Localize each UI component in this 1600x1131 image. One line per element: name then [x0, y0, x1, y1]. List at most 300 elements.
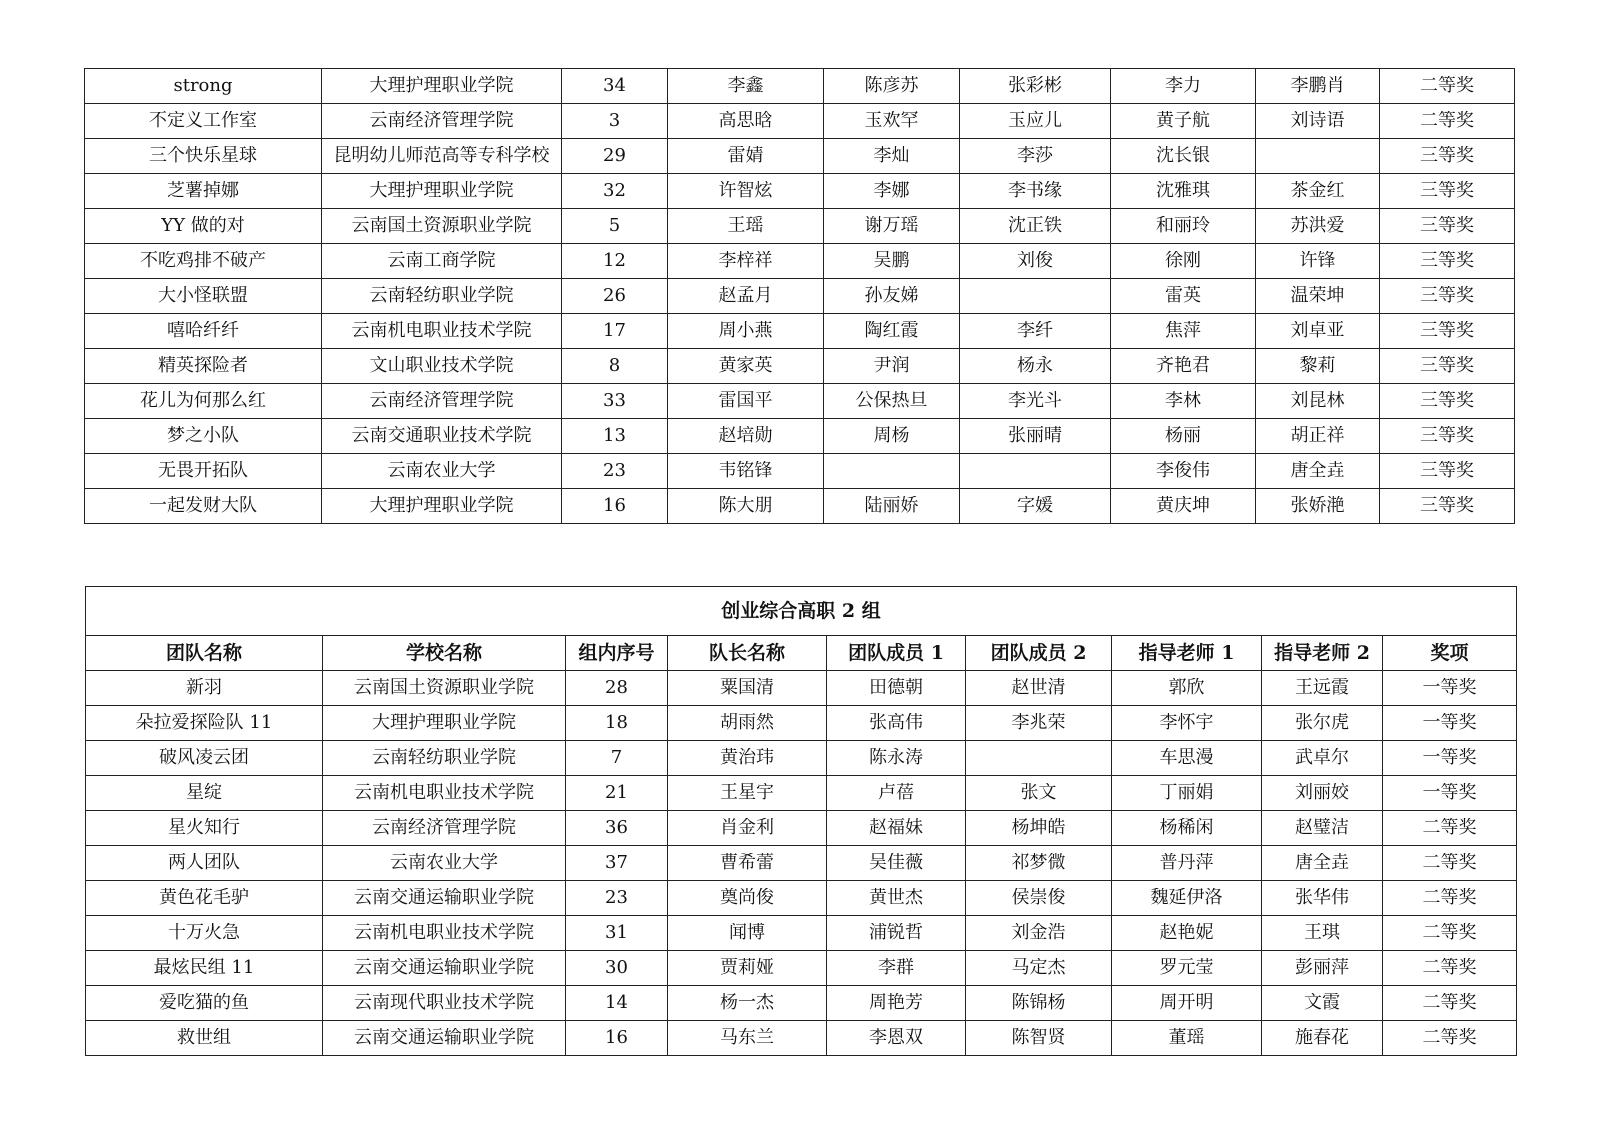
cell-member-1 [827, 706, 966, 741]
cell-team-name [86, 671, 323, 706]
cell-school-name [322, 314, 562, 349]
cell-award [1383, 881, 1517, 916]
cell-text: 23 [605, 888, 628, 908]
cell-group-number [566, 811, 668, 846]
cell-member-2 [960, 314, 1111, 349]
cell-text: 精英探险者 [158, 356, 248, 376]
cell-text: 二等奖 [1422, 923, 1477, 943]
cell-text: 董瑶 [1168, 1028, 1205, 1048]
cell-text: 最炫民组 11 [153, 958, 255, 978]
table-row [86, 811, 1517, 846]
cell-team-name [86, 916, 323, 951]
cell-text: 雷婧 [727, 146, 764, 166]
cell-group-number [566, 846, 668, 881]
cell-group-number [562, 384, 668, 419]
cell-text: 3 [608, 111, 621, 131]
cell-member-1 [824, 209, 960, 244]
cell-text: 赵艳妮 [1159, 923, 1214, 943]
cell-team-name [86, 881, 323, 916]
cell-text: 云南现代职业技术学院 [354, 993, 534, 1013]
cell-captain [668, 881, 827, 916]
cell-advisor-2 [1262, 671, 1383, 706]
cell-text: 和丽玲 [1156, 216, 1210, 236]
cell-award [1380, 244, 1515, 279]
cell-text: 28 [605, 678, 628, 698]
cell-advisor-2 [1256, 314, 1380, 349]
cell-text: 雷英 [1165, 286, 1201, 306]
cell-text: 二等奖 [1422, 888, 1477, 908]
cell-text: 周小燕 [718, 321, 773, 341]
cell-captain [668, 454, 824, 489]
cell-text: 李娜 [873, 181, 910, 201]
cell-captain [668, 776, 827, 811]
cell-team-name [86, 986, 323, 1021]
cell-advisor-2 [1262, 881, 1383, 916]
cell-text: 玉欢罕 [864, 111, 919, 131]
cell-text: 云南轻纺职业学院 [369, 286, 514, 306]
cell-team-name [85, 139, 322, 174]
table-row [86, 706, 1517, 741]
cell-award [1380, 279, 1515, 314]
header-member-1: 团队成员 1 [827, 636, 966, 671]
cell-text: strong [173, 76, 233, 96]
cell-text [824, 461, 959, 481]
cell-school-name [323, 741, 566, 776]
cell-text: 奠尚俊 [720, 888, 774, 908]
cell-advisor-2 [1262, 811, 1383, 846]
table-row [85, 314, 1515, 349]
cell-captain [668, 69, 824, 104]
cell-advisor-2 [1262, 1021, 1383, 1056]
cell-team-name [85, 209, 322, 244]
cell-text: 21 [605, 783, 628, 803]
cell-award [1380, 454, 1515, 489]
cell-text: 二等奖 [1422, 853, 1477, 873]
cell-school-name [323, 846, 566, 881]
cell-text: 两人团队 [168, 853, 240, 873]
cell-captain [668, 916, 827, 951]
cell-text: 梦之小队 [167, 426, 239, 446]
cell-award [1383, 776, 1517, 811]
cell-school-name [322, 419, 562, 454]
cell-text: 云南国土资源职业学院 [354, 678, 534, 698]
cell-text: 大理护理职业学院 [369, 76, 514, 96]
cell-school-name [323, 916, 566, 951]
cell-captain [668, 986, 827, 1021]
table-body [85, 69, 1515, 524]
cell-advisor-1 [1112, 986, 1262, 1021]
cell-text: 韦铭锋 [718, 461, 773, 481]
cell-text: 26 [603, 286, 626, 306]
cell-text [960, 286, 1110, 306]
cell-school-name [323, 776, 566, 811]
cell-member-2 [966, 951, 1112, 986]
cell-school-name [323, 706, 566, 741]
cell-text: 云南交通运输职业学院 [354, 1028, 534, 1048]
cell-member-1 [827, 1021, 966, 1056]
cell-group-number [566, 986, 668, 1021]
table-row [85, 454, 1515, 489]
cell-text: 5 [608, 216, 621, 236]
cell-advisor-2 [1262, 706, 1383, 741]
table-row [86, 846, 1517, 881]
cell-advisor-1 [1112, 671, 1262, 706]
cell-advisor-1 [1111, 489, 1256, 524]
cell-text: 一等奖 [1422, 748, 1477, 768]
cell-school-name [322, 349, 562, 384]
cell-text: 不吃鸡排不破产 [140, 251, 266, 271]
cell-team-name [86, 951, 323, 986]
cell-text: 李恩双 [869, 1028, 923, 1048]
cell-text: YY 做的对 [161, 216, 245, 236]
cell-text: 赵培勋 [718, 426, 773, 446]
cell-text: 祁梦微 [1011, 853, 1066, 873]
cell-advisor-2 [1262, 986, 1383, 1021]
cell-captain [668, 1021, 827, 1056]
cell-advisor-2 [1256, 279, 1380, 314]
cell-member-2 [966, 846, 1112, 881]
cell-text: 王星宇 [720, 783, 774, 803]
cell-group-number [562, 314, 668, 349]
cell-team-name [85, 244, 322, 279]
cell-advisor-2 [1256, 384, 1380, 419]
cell-text: 芝薯掉娜 [167, 181, 239, 201]
cell-text: 一等奖 [1422, 678, 1477, 698]
cell-school-name [323, 671, 566, 706]
cell-text: 36 [605, 818, 628, 838]
cell-member-2 [960, 209, 1111, 244]
cell-text: 黄治玮 [720, 748, 774, 768]
cell-captain [668, 349, 824, 384]
cell-team-name [86, 776, 323, 811]
cell-captain [668, 846, 827, 881]
cell-advisor-2 [1256, 174, 1380, 209]
cell-group-number [566, 916, 668, 951]
cell-team-name [85, 419, 322, 454]
cell-text: 闻博 [729, 923, 765, 943]
cell-text: 新羽 [186, 678, 222, 698]
cell-text: 李鹏肖 [1290, 76, 1345, 96]
cell-advisor-1 [1112, 846, 1262, 881]
cell-captain [668, 706, 827, 741]
cell-text: 焦萍 [1165, 321, 1201, 341]
cell-text: 13 [603, 426, 626, 446]
cell-member-2 [966, 1021, 1112, 1056]
cell-text: 陶红霞 [864, 321, 919, 341]
cell-text: 三等奖 [1420, 391, 1474, 411]
cell-text: 罗元莹 [1159, 958, 1214, 978]
table-row [86, 741, 1517, 776]
cell-advisor-1 [1112, 741, 1262, 776]
cell-award [1380, 384, 1515, 419]
cell-text: 34 [603, 76, 626, 96]
cell-text: 浦锐哲 [869, 923, 923, 943]
cell-text: 三等奖 [1420, 356, 1474, 376]
cell-text: 卢蓓 [878, 783, 914, 803]
cell-text: 大理护理职业学院 [369, 496, 514, 516]
cell-text: 杨一杰 [720, 993, 774, 1013]
table-row [86, 951, 1517, 986]
cell-text: 17 [603, 321, 626, 341]
cell-text: 赵福妹 [869, 818, 923, 838]
cell-text: 唐全垚 [1295, 853, 1349, 873]
cell-captain [668, 951, 827, 986]
cell-text: 二等奖 [1420, 111, 1474, 131]
table-row [86, 916, 1517, 951]
cell-text: 33 [603, 391, 626, 411]
cell-text: 二等奖 [1422, 1028, 1477, 1048]
cell-text: 云南农业大学 [387, 461, 496, 481]
cell-member-2 [960, 419, 1111, 454]
cell-group-number [566, 741, 668, 776]
cell-text: 29 [603, 146, 626, 166]
cell-award [1383, 1021, 1517, 1056]
cell-text: 张华伟 [1295, 888, 1349, 908]
cell-group-number [566, 776, 668, 811]
cell-text: 救世组 [177, 1028, 231, 1048]
cell-text: 周艳芳 [869, 993, 923, 1013]
cell-text: 徐刚 [1165, 251, 1201, 271]
cell-advisor-2 [1256, 104, 1380, 139]
cell-award [1383, 951, 1517, 986]
table-row [86, 776, 1517, 811]
cell-text: 王远霞 [1295, 678, 1349, 698]
cell-award [1383, 846, 1517, 881]
cell-school-name [322, 104, 562, 139]
cell-school-name [323, 1021, 566, 1056]
cell-school-name [323, 881, 566, 916]
cell-text: 张尔虎 [1295, 713, 1349, 733]
cell-text: 三等奖 [1420, 321, 1474, 341]
table-body [86, 671, 1517, 1056]
cell-text: 文山职业技术学院 [369, 356, 514, 376]
cell-group-number [562, 419, 668, 454]
cell-text: 赵璧洁 [1295, 818, 1349, 838]
cell-advisor-2 [1256, 69, 1380, 104]
cell-text: 18 [605, 713, 628, 733]
cell-award [1383, 706, 1517, 741]
table-row [86, 986, 1517, 1021]
cell-text: 许智炫 [718, 181, 773, 201]
cell-captain [668, 314, 824, 349]
cell-member-1 [827, 881, 966, 916]
cell-member-2 [966, 916, 1112, 951]
cell-group-number [562, 349, 668, 384]
cell-captain [668, 104, 824, 139]
cell-team-name [86, 1021, 323, 1056]
cell-text: 二等奖 [1422, 818, 1477, 838]
cell-captain [668, 671, 827, 706]
cell-text: 李俊伟 [1156, 461, 1210, 481]
cell-text: 杨坤皓 [1011, 818, 1066, 838]
table-title-row [86, 587, 1517, 636]
header-school-name: 学校名称 [323, 636, 566, 671]
cell-team-name [86, 846, 323, 881]
cell-text: 30 [605, 958, 628, 978]
cell-group-number [562, 279, 668, 314]
cell-text: 许锋 [1299, 251, 1336, 271]
cell-text: 赵孟月 [718, 286, 773, 306]
cell-text: 唐全垚 [1290, 461, 1345, 481]
cell-member-2 [960, 104, 1111, 139]
cell-group-number [562, 104, 668, 139]
cell-text: 李光斗 [1008, 391, 1062, 411]
cell-text: 37 [605, 853, 628, 873]
cell-advisor-1 [1112, 916, 1262, 951]
cell-group-number [562, 489, 668, 524]
cell-text: 云南交通运输职业学院 [354, 958, 534, 978]
cell-group-number [562, 244, 668, 279]
cell-text: 星火知行 [168, 818, 240, 838]
cell-text: 王瑶 [727, 216, 764, 236]
cell-member-2 [960, 139, 1111, 174]
cell-advisor-2 [1256, 454, 1380, 489]
cell-advisor-1 [1112, 881, 1262, 916]
cell-text: 大理护理职业学院 [372, 713, 516, 733]
header-member-2: 团队成员 2 [966, 636, 1112, 671]
cell-advisor-1 [1111, 384, 1256, 419]
cell-text: 云南经济管理学院 [369, 111, 514, 131]
cell-award [1383, 741, 1517, 776]
cell-school-name [322, 209, 562, 244]
cell-group-number [566, 951, 668, 986]
cell-text: 李怀宇 [1159, 713, 1214, 733]
cell-team-name [86, 706, 323, 741]
cell-text: 吴鹏 [873, 251, 910, 271]
cell-text: 黄色花毛驴 [159, 888, 249, 908]
cell-text: 茶金红 [1290, 181, 1345, 201]
cell-advisor-1 [1111, 174, 1256, 209]
cell-text: 三等奖 [1420, 496, 1474, 516]
cell-advisor-1 [1111, 349, 1256, 384]
cell-member-1 [824, 139, 960, 174]
cell-text: 李兆荣 [1011, 713, 1066, 733]
cell-text: 31 [605, 923, 628, 943]
cell-text: 14 [605, 993, 628, 1013]
cell-team-name [85, 489, 322, 524]
cell-text: 李书缘 [1008, 181, 1062, 201]
cell-text: 公保热旦 [855, 391, 928, 411]
cell-text: 黄庆坤 [1156, 496, 1210, 516]
cell-team-name [85, 279, 322, 314]
cell-text: 云南工商学院 [387, 251, 496, 271]
cell-text: 赵世清 [1011, 678, 1066, 698]
cell-text: 陈彦苏 [864, 76, 919, 96]
cell-text: 三个快乐星球 [149, 146, 257, 166]
cell-text: 沈正铁 [1008, 216, 1062, 236]
cell-text: 李梓祥 [718, 251, 773, 271]
cell-text: 三等奖 [1420, 146, 1474, 166]
cell-text: 三等奖 [1420, 181, 1474, 201]
cell-text: 刘昆林 [1290, 391, 1345, 411]
cell-team-name [86, 811, 323, 846]
cell-text: 爱吃猫的鱼 [159, 993, 249, 1013]
cell-advisor-2 [1256, 489, 1380, 524]
cell-award [1383, 671, 1517, 706]
cell-text: 十万火急 [168, 923, 240, 943]
cell-text: 三等奖 [1420, 216, 1474, 236]
cell-captain [668, 419, 824, 454]
cell-text: 刘金浩 [1011, 923, 1066, 943]
cell-member-1 [824, 174, 960, 209]
table-row [85, 489, 1515, 524]
cell-text: 杨永 [1017, 356, 1053, 376]
cell-member-2 [966, 986, 1112, 1021]
cell-text: 大理护理职业学院 [369, 181, 514, 201]
cell-text: 杨丽 [1165, 426, 1201, 446]
cell-member-1 [824, 314, 960, 349]
cell-member-2 [966, 811, 1112, 846]
cell-school-name [322, 279, 562, 314]
cell-text: 二等奖 [1420, 76, 1474, 96]
cell-text: 张丽晴 [1008, 426, 1062, 446]
cell-text: 朵拉爱探险队 11 [135, 713, 273, 733]
cell-text: 车思漫 [1159, 748, 1214, 768]
header-advisor-2: 指导老师 2 [1262, 636, 1383, 671]
header-advisor-1: 指导老师 1 [1112, 636, 1262, 671]
cell-award [1380, 489, 1515, 524]
cell-text: 花儿为何那么红 [140, 391, 266, 411]
cell-text: 三等奖 [1420, 426, 1474, 446]
table-row [85, 419, 1515, 454]
cell-text: 彭丽萍 [1295, 958, 1349, 978]
cell-text: 云南机电职业技术学院 [354, 783, 534, 803]
cell-text: 7 [610, 748, 623, 768]
cell-school-name [322, 454, 562, 489]
cell-text: 李灿 [873, 146, 910, 166]
cell-member-1 [827, 671, 966, 706]
cell-school-name [322, 69, 562, 104]
cell-text [966, 748, 1111, 768]
cell-advisor-2 [1262, 846, 1383, 881]
table-row [85, 384, 1515, 419]
cell-text: 陈永涛 [869, 748, 923, 768]
cell-advisor-1 [1111, 314, 1256, 349]
cell-text: 文霞 [1304, 993, 1340, 1013]
cell-team-name [86, 741, 323, 776]
cell-text: 苏洪爱 [1290, 216, 1345, 236]
cell-school-name [322, 244, 562, 279]
cell-advisor-1 [1111, 69, 1256, 104]
cell-text: 孙友娣 [864, 286, 919, 306]
cell-text: 云南国土资源职业学院 [351, 216, 532, 236]
cell-group-number [566, 671, 668, 706]
cell-text: 丁丽娟 [1159, 783, 1214, 803]
cell-text: 昆明幼儿师范高等专科学校 [333, 146, 550, 166]
cell-school-name [322, 384, 562, 419]
cell-advisor-1 [1112, 811, 1262, 846]
table-row [85, 174, 1515, 209]
cell-advisor-2 [1256, 209, 1380, 244]
cell-text: 高思晗 [718, 111, 773, 131]
table-row [86, 1021, 1517, 1056]
cell-text: 二等奖 [1422, 993, 1477, 1013]
cell-award [1383, 811, 1517, 846]
cell-member-1 [824, 279, 960, 314]
cell-text: 贾莉娅 [720, 958, 774, 978]
cell-advisor-1 [1111, 454, 1256, 489]
cell-award [1380, 174, 1515, 209]
cell-text: 陈大朋 [718, 496, 773, 516]
cell-member-1 [824, 104, 960, 139]
cell-member-2 [966, 706, 1112, 741]
cell-text: 魏延伊洛 [1150, 888, 1223, 908]
cell-text: 破风凌云团 [159, 748, 249, 768]
cell-text: 8 [608, 356, 621, 376]
cell-team-name [85, 174, 322, 209]
cell-text: 陈智贤 [1011, 1028, 1066, 1048]
cell-text: 肖金利 [720, 818, 774, 838]
